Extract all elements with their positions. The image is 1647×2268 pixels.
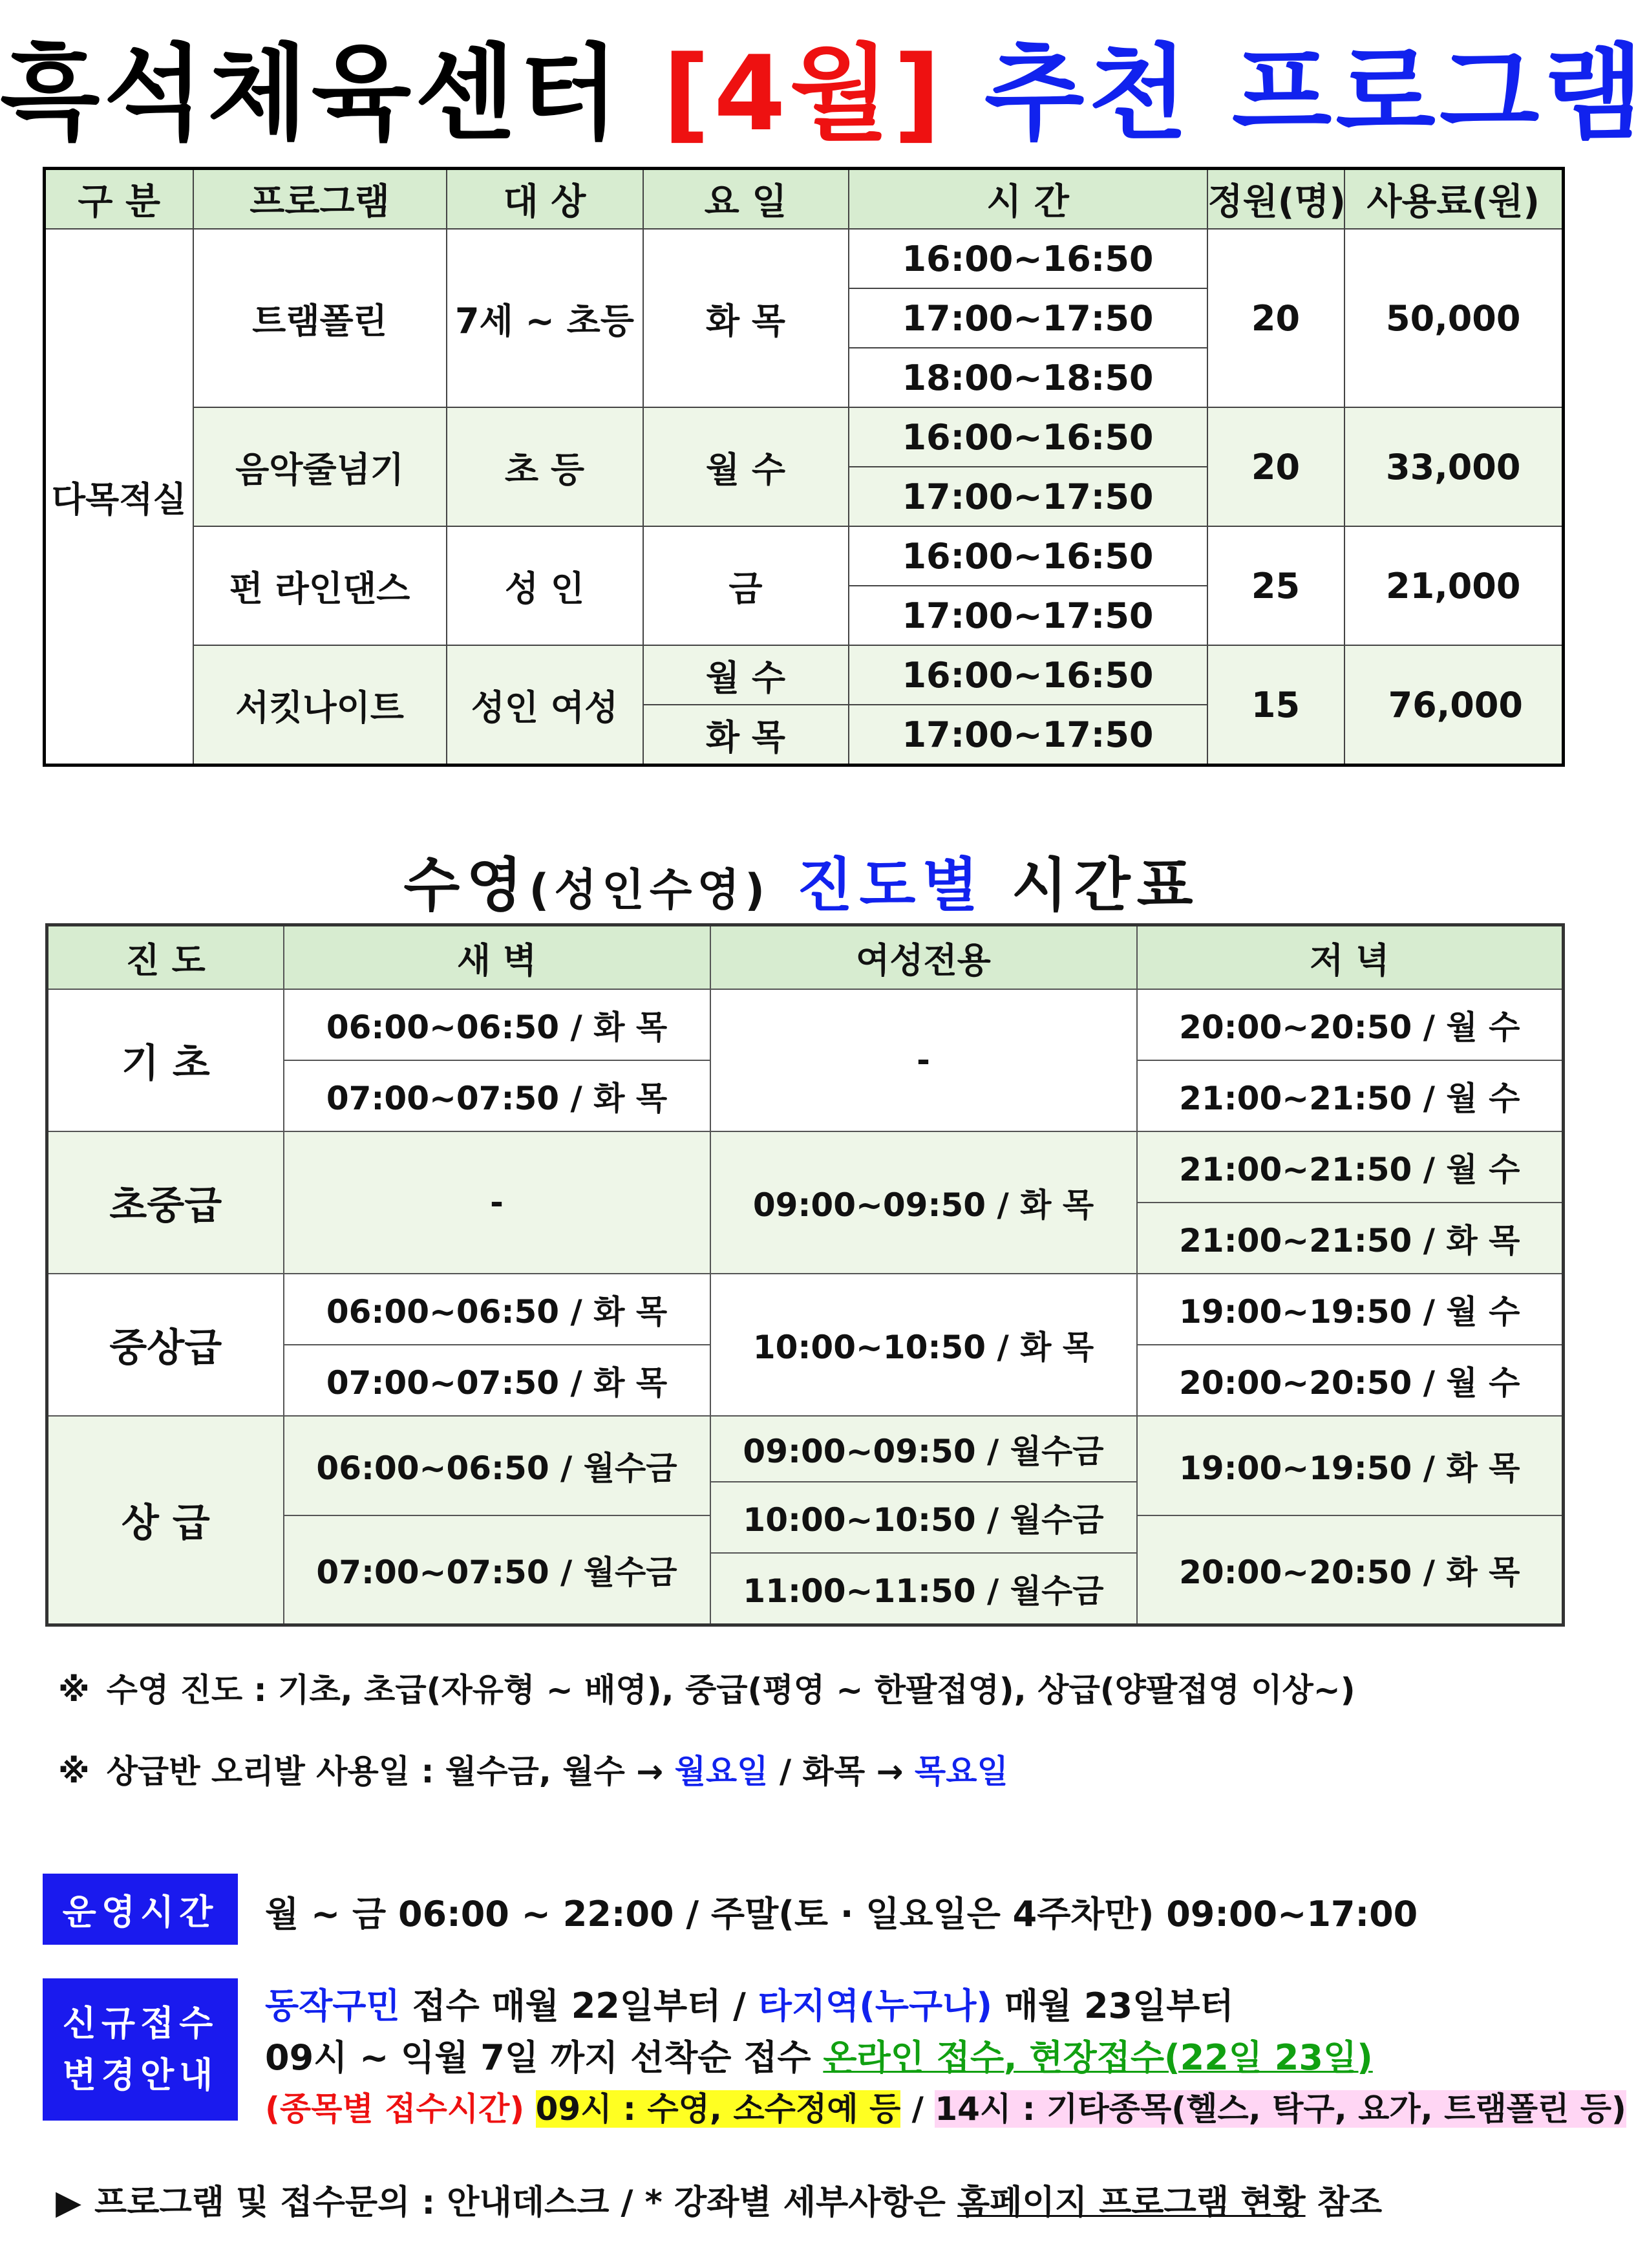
swim-table [45,923,1565,1627]
note-fins [58,1746,1008,1792]
program-fee: 50,000 [1344,229,1564,407]
swim-cell: 07:00~07:50 / 월수금 [284,1515,710,1625]
program-time: 16:00~16:50 [849,645,1207,705]
title-recommend: 추천 [984,33,1193,154]
level-advanced: 상 급 [47,1416,284,1625]
swim-cell: 19:00~19:50 / 화 목 [1137,1416,1564,1515]
title-program: 프로그램 [1231,33,1647,154]
note-text: 상급반 오리발 사용일 : 월수금, 월수 → [106,1753,664,1790]
header-level: 진 도 [47,925,284,990]
swim-cell: 07:00~07:50 / 화 목 [284,1060,710,1131]
level-basic: 기 초 [47,989,284,1131]
program-time: 16:00~16:50 [849,526,1207,586]
header-dawn: 새 벽 [284,925,710,990]
level-elementary: 초중급 [47,1131,284,1274]
swim-cell: 11:00~11:50 / 월수금 [710,1553,1137,1625]
program-name: 펀 라인댄스 [193,526,447,645]
program-days: 화 목 [643,705,849,765]
program-days: 금 [643,526,849,645]
header-time: 시 간 [849,169,1207,230]
note-text: 수영 진도 : 기초, 초급(자유형 ~ 배영), 중급(평영 ~ 한팔접영), 상급(양팔접영 이상~) [106,1671,1355,1709]
table-row [45,407,1564,467]
title-month: [4월] [663,33,945,154]
program-time: 16:00~16:50 [849,229,1207,288]
page-title [0,32,1647,155]
note-swim-levels [58,1664,1355,1711]
header-target: 대 상 [447,169,643,230]
swim-cell: 19:00~19:50 / 월 수 [1137,1274,1564,1345]
room-cell: 다목적실 [45,229,193,765]
program-time: 16:00~16:50 [849,407,1207,467]
program-capacity: 25 [1207,526,1344,645]
table-row [47,1131,1564,1203]
program-target: 성 인 [447,526,643,645]
header-evening: 저 녁 [1137,925,1564,990]
header-women: 여성전용 [710,925,1137,990]
program-time: 17:00~17:50 [849,586,1207,645]
program-table [43,167,1565,767]
swim-cell: 06:00~06:50 / 월수금 [284,1416,710,1515]
program-name: 서킷나이트 [193,645,447,765]
program-fee: 33,000 [1344,407,1564,526]
swim-heading-level: 진도별 [796,851,985,919]
program-capacity: 15 [1207,645,1344,765]
swim-heading-adult: (성인수영) [529,865,770,916]
registration-label-line2: 변경안내 [62,2055,218,2095]
note-symbol: ※ [58,1671,90,1709]
swim-cell: 20:00~20:50 / 화 목 [1137,1515,1564,1625]
reg-swim-time: 09시 : 수영, 소수정예 등 [535,2090,901,2128]
note-symbol: ※ [58,1753,90,1790]
reg-time-label: (종목별 접수시간) [265,2090,525,2128]
footer-text: 참조 [1317,2183,1383,2222]
swim-cell: - [710,989,1137,1131]
title-center-name: 흑석체육센터 [0,33,623,154]
homepage-link[interactable]: 홈페이지 프로그램 현황 [957,2183,1306,2222]
program-name: 음악줄넘기 [193,407,447,526]
program-time: 17:00~17:50 [849,705,1207,765]
swim-header-row [47,925,1564,990]
header-days: 요 일 [643,169,849,230]
swim-cell: 10:00~10:50 / 화 목 [710,1274,1137,1416]
reg-text: 09시 ~ 익월 7일 까지 선착순 접수 [265,2037,811,2078]
swim-cell: 20:00~20:50 / 월 수 [1137,989,1564,1060]
program-target: 초 등 [447,407,643,526]
swim-cell: 06:00~06:50 / 화 목 [284,989,710,1060]
footer-note [56,2175,1382,2223]
reg-residents: 동작구민 [265,1985,400,2026]
program-name: 트램폴린 [193,229,447,407]
program-target: 7세 ~ 초등 [447,229,643,407]
registration-line1 [265,1978,1234,2028]
program-days: 월 수 [643,645,849,705]
table-row [45,229,1564,288]
program-target: 성인 여성 [447,645,643,765]
table-row [47,1274,1564,1345]
program-days: 화 목 [643,229,849,407]
arrow-icon: ▶ [56,2183,81,2222]
swim-cell: 21:00~21:50 / 화 목 [1137,1203,1564,1274]
reg-text: 접수 매월 22일부터 / [412,1985,746,2026]
note-monday: 월요일 [674,1753,769,1790]
program-fee: 21,000 [1344,526,1564,645]
swim-cell: 10:00~10:50 / 월수금 [710,1482,1137,1553]
program-capacity: 20 [1207,229,1344,407]
table-row [45,526,1564,586]
swim-cell: 06:00~06:50 / 화 목 [284,1274,710,1345]
swim-cell: 09:00~09:50 / 화 목 [710,1131,1137,1274]
reg-online: 온라인 접수, 현장접수(22일 23일) [823,2037,1373,2078]
level-intermediate: 중상급 [47,1274,284,1416]
hours-text: 월 ~ 금 06:00 ~ 22:00 / 주말(토 · 일요일은 4주차만) 09:00~17:00 [265,1894,1418,1934]
swim-cell: 21:00~21:50 / 월 수 [1137,1131,1564,1203]
program-time: 18:00~18:50 [849,348,1207,407]
swim-cell: 20:00~20:50 / 월 수 [1137,1345,1564,1416]
table-row [47,989,1564,1060]
program-fee: 76,000 [1344,645,1564,765]
program-days: 월 수 [643,407,849,526]
program-time: 17:00~17:50 [849,288,1207,348]
registration-line2 [265,2030,1373,2080]
registration-label [43,1978,238,2121]
reg-others: 타지역(누구나) [758,1985,993,2026]
swim-cell: - [284,1131,710,1274]
hours-label: 운영시간 [43,1874,238,1945]
header-capacity: 정원(명) [1207,169,1344,230]
header-program: 프로그램 [193,169,447,230]
swim-heading-timetable: 시간표 [1011,851,1200,919]
program-time: 17:00~17:50 [849,467,1207,526]
reg-text: 매월 23일부터 [1004,1985,1234,2026]
program-capacity: 20 [1207,407,1344,526]
swim-cell: 21:00~21:50 / 월 수 [1137,1060,1564,1131]
program-header-row [45,169,1564,230]
reg-separator: / [911,2090,924,2128]
header-category: 구 분 [45,169,193,230]
swim-cell: 09:00~09:50 / 월수금 [710,1416,1137,1482]
footer-text: 프로그램 및 접수문의 : 안내데스크 / * 강좌별 세부사항은 [94,2183,946,2222]
reg-other-time: 14시 : 기타종목(헬스, 탁구, 요가, 트램폴린 등) [935,2090,1626,2128]
note-thursday: 목요일 [914,1753,1008,1790]
swim-heading-swim: 수영 [403,851,529,919]
swim-cell: 07:00~07:50 / 화 목 [284,1345,710,1416]
note-text: / 화목 → [779,1753,904,1790]
header-fee: 사용료(원) [1344,169,1564,230]
registration-line3 [265,2083,1626,2130]
registration-label-line1: 신규접수 [62,2003,218,2044]
swim-heading [0,838,1603,922]
